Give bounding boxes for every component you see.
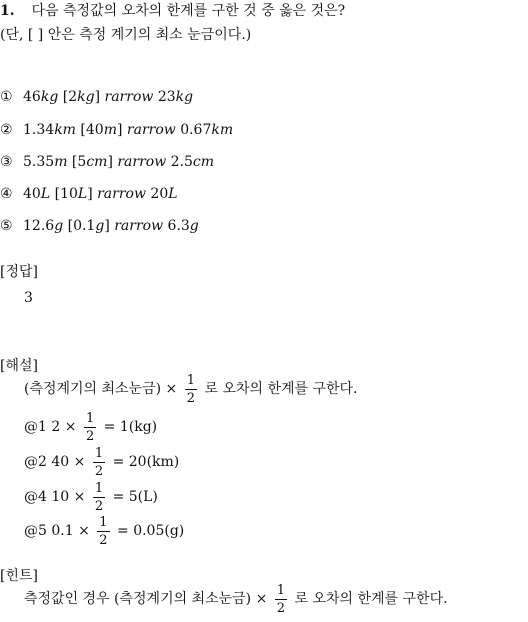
option-result-unit: kg bbox=[175, 89, 194, 105]
option-unit: g bbox=[54, 218, 64, 234]
times-sign: × bbox=[78, 523, 90, 539]
option-bracket-value: 40 bbox=[85, 122, 104, 138]
fraction bbox=[93, 447, 105, 478]
option-bracket-unit: g bbox=[95, 218, 105, 234]
option-bracket-value: 10 bbox=[60, 186, 78, 202]
explanation-step-1 bbox=[24, 410, 157, 444]
answer-value: 3 bbox=[24, 290, 33, 306]
fraction-denominator: 2 bbox=[99, 532, 108, 548]
option-bracket-value: 5 bbox=[77, 154, 87, 170]
question-note: (단, [ ] 안은 측정 계기의 최소 눈금이다.) bbox=[0, 27, 252, 43]
hint-suffix: 로 오차의 한계를 구한다. bbox=[294, 591, 448, 607]
fraction-denominator: 2 bbox=[276, 600, 286, 616]
option-value: 1.34 bbox=[23, 122, 55, 138]
option-arrow: rarrow bbox=[97, 186, 146, 202]
option-result-value: 6.3 bbox=[167, 218, 190, 234]
step-tag: @5 bbox=[24, 523, 47, 539]
step-left: 40 bbox=[51, 454, 70, 470]
explanation-step-3 bbox=[24, 480, 158, 514]
fraction bbox=[93, 482, 105, 513]
explanation-suffix: 로 오차의 한계를 구한다. bbox=[204, 381, 358, 397]
option-marker: ④ bbox=[0, 186, 13, 202]
option-result-value: 20 bbox=[150, 186, 169, 202]
fraction bbox=[275, 584, 287, 615]
step-tag: @2 bbox=[24, 454, 47, 470]
fraction bbox=[97, 516, 109, 547]
explanation-step-4 bbox=[24, 514, 184, 548]
fraction-numerator: 1 bbox=[94, 480, 104, 496]
fraction-denominator: 2 bbox=[85, 428, 95, 444]
explanation-prefix: (측정계기의 최소눈금) bbox=[24, 381, 162, 397]
fraction-numerator: 1 bbox=[276, 582, 286, 598]
option-value: 40 bbox=[23, 186, 41, 202]
option-bracket-unit: cm bbox=[86, 154, 108, 170]
explanation-intro bbox=[24, 372, 358, 406]
fraction bbox=[185, 374, 197, 405]
times-sign: × bbox=[255, 591, 268, 607]
hint-prefix: 측정값인 경우 (측정계기의 최소눈금) bbox=[24, 591, 252, 607]
option-unit: m bbox=[54, 154, 68, 170]
step-rhs: = 20(km) bbox=[112, 454, 180, 470]
fraction-denominator: 2 bbox=[94, 498, 104, 514]
fraction-denominator: 2 bbox=[94, 463, 104, 479]
question-text: 다음 측정값의 오차의 한계를 구한 것 중 옳은 것은? bbox=[31, 3, 346, 19]
option-unit: L bbox=[40, 186, 51, 202]
option-result-value: 23 bbox=[157, 89, 176, 105]
option-bracket-unit: m bbox=[103, 122, 117, 138]
answer-label: [정답] bbox=[0, 264, 38, 280]
option-result-unit: km bbox=[211, 122, 234, 138]
option-arrow: rarrow bbox=[117, 154, 167, 170]
fraction-denominator: 2 bbox=[186, 390, 196, 406]
fraction-numerator: 1 bbox=[94, 445, 104, 461]
step-left: 2 bbox=[51, 419, 61, 435]
option-bracket-unit: L bbox=[77, 186, 88, 202]
step-left: 0.1 bbox=[51, 523, 74, 539]
option-5[interactable]: ⑤ 12.6g [0.1g] rarrow 6.3g bbox=[0, 218, 199, 234]
times-sign: × bbox=[64, 419, 77, 435]
step-rhs: = 1(kg) bbox=[103, 419, 158, 435]
times-sign: × bbox=[73, 454, 86, 470]
option-result-unit: cm bbox=[192, 154, 215, 170]
option-result-value: 0.67 bbox=[180, 122, 212, 138]
option-bracket-unit: kg bbox=[77, 89, 95, 105]
option-unit: kg bbox=[40, 89, 59, 105]
option-marker: ② bbox=[0, 122, 13, 138]
option-marker: ⑤ bbox=[0, 218, 13, 234]
times-sign: × bbox=[73, 489, 86, 505]
question-number: 1. bbox=[0, 3, 15, 19]
times-sign: × bbox=[165, 381, 178, 397]
option-bracket-value: 2 bbox=[68, 89, 78, 105]
explanation-step-2 bbox=[24, 445, 179, 479]
option-arrow: rarrow bbox=[114, 218, 164, 234]
option-1[interactable]: ① 46kg [2kg] rarrow 23kg bbox=[0, 89, 194, 105]
option-arrow: rarrow bbox=[126, 122, 176, 138]
option-4[interactable]: ④ 40L [10L] rarrow 20L bbox=[0, 186, 178, 202]
question-line bbox=[0, 2, 345, 20]
option-result-unit: g bbox=[189, 218, 199, 234]
step-rhs: = 5(L) bbox=[112, 489, 158, 505]
option-marker: ① bbox=[0, 89, 13, 105]
option-value: 5.35 bbox=[23, 154, 55, 170]
fraction-numerator: 1 bbox=[99, 514, 108, 530]
option-arrow: rarrow bbox=[104, 89, 154, 105]
step-tag: @1 bbox=[24, 419, 47, 435]
option-marker: ③ bbox=[0, 154, 13, 170]
step-tag: @4 bbox=[24, 489, 47, 505]
option-result-unit: L bbox=[168, 186, 178, 202]
fraction-numerator: 1 bbox=[186, 372, 196, 388]
step-rhs: = 0.05(g) bbox=[117, 523, 185, 539]
option-value: 46 bbox=[23, 89, 41, 105]
option-3[interactable]: ③ 5.35m [5cm] rarrow 2.5cm bbox=[0, 154, 215, 170]
option-result-value: 2.5 bbox=[170, 154, 193, 170]
fraction-numerator: 1 bbox=[85, 410, 95, 426]
step-left: 10 bbox=[51, 489, 70, 505]
hint-text bbox=[24, 582, 448, 616]
option-unit: km bbox=[54, 122, 76, 138]
option-value: 12.6 bbox=[23, 218, 55, 234]
explanation-label: [해설] bbox=[0, 358, 38, 374]
fraction bbox=[84, 412, 96, 443]
option-bracket-value: 0.1 bbox=[73, 218, 96, 234]
hint-label: [힌트] bbox=[0, 568, 38, 584]
option-2[interactable]: ② 1.34km [40m] rarrow 0.67km bbox=[0, 122, 234, 138]
